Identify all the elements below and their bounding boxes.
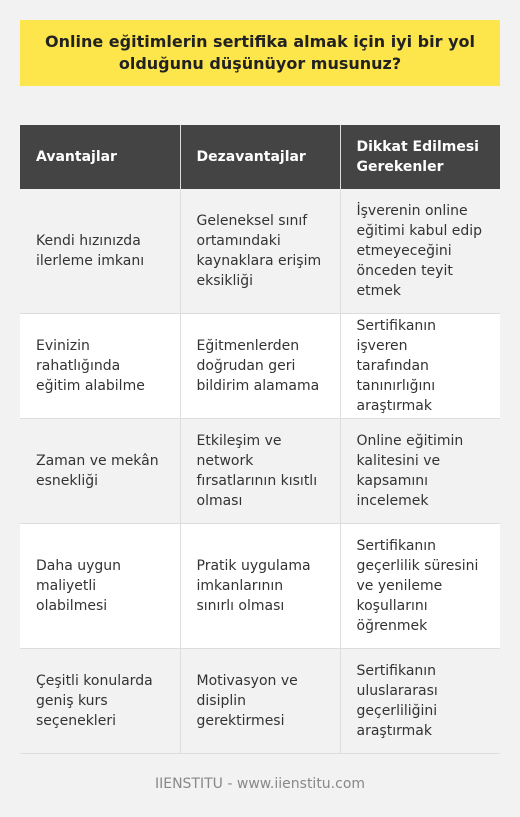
table-cell-consideration: Sertifikanın uluslararası geçerliliğini araştırmak bbox=[340, 649, 500, 754]
table-cell-advantage: Evinizin rahatlığında eğitim alabilme bbox=[20, 314, 180, 419]
footer-credit: IIENSTITU - www.iienstitu.com bbox=[154, 776, 366, 792]
table-cell-disadvantage: Eğitmenlerden doğrudan geri bildirim alamama bbox=[180, 314, 340, 419]
table-row bbox=[20, 189, 500, 314]
title-banner bbox=[20, 20, 500, 86]
table-cell-disadvantage: Pratik uygulama imkanlarının sınırlı olması bbox=[180, 524, 340, 649]
comparison-table bbox=[20, 125, 500, 754]
table-cell-advantage: Daha uygun maliyetli olabilmesi bbox=[20, 524, 180, 649]
table-cell-disadvantage: Motivasyon ve disiplin gerektirmesi bbox=[180, 649, 340, 754]
table-cell-advantage: Çeşitli konularda geniş kurs seçenekleri bbox=[20, 649, 180, 754]
header-disadvantages: Dezavantajlar bbox=[180, 125, 340, 189]
page-title: Online eğitimlerin sertifika almak için iyi bir yol olduğunu düşünüyor musunuz? bbox=[45, 32, 475, 73]
table-header-row bbox=[20, 125, 500, 189]
table-row bbox=[20, 419, 500, 524]
table-cell-advantage: Zaman ve mekân esnekliği bbox=[20, 419, 180, 524]
table-row bbox=[20, 314, 500, 419]
table-cell-consideration: Online eğitimin kalitesini ve kapsamını incelemek bbox=[340, 419, 500, 524]
table-cell-advantage: Kendi hızınızda ilerleme imkanı bbox=[20, 189, 180, 314]
header-advantages: Avantajlar bbox=[20, 125, 180, 189]
comparison-table-container bbox=[20, 125, 500, 754]
header-considerations: Dikkat Edilmesi Gerekenler bbox=[340, 125, 500, 189]
table-cell-disadvantage: Etkileşim ve network fırsatlarının kısıtlı olması bbox=[180, 419, 340, 524]
table-cell-consideration: Sertifikanın geçerlilik süresini ve yenileme koşullarını öğrenmek bbox=[340, 524, 500, 649]
table-row bbox=[20, 524, 500, 649]
table-cell-disadvantage: Geleneksel sınıf ortamındaki kaynaklara erişim eksikliği bbox=[180, 189, 340, 314]
table-cell-consideration: İşverenin online eğitimi kabul edip etmeyeceğini önceden teyit etmek bbox=[340, 189, 500, 314]
table-row bbox=[20, 649, 500, 754]
table-cell-consideration: Sertifikanın işveren tarafından tanınırlığını araştırmak bbox=[340, 314, 500, 419]
